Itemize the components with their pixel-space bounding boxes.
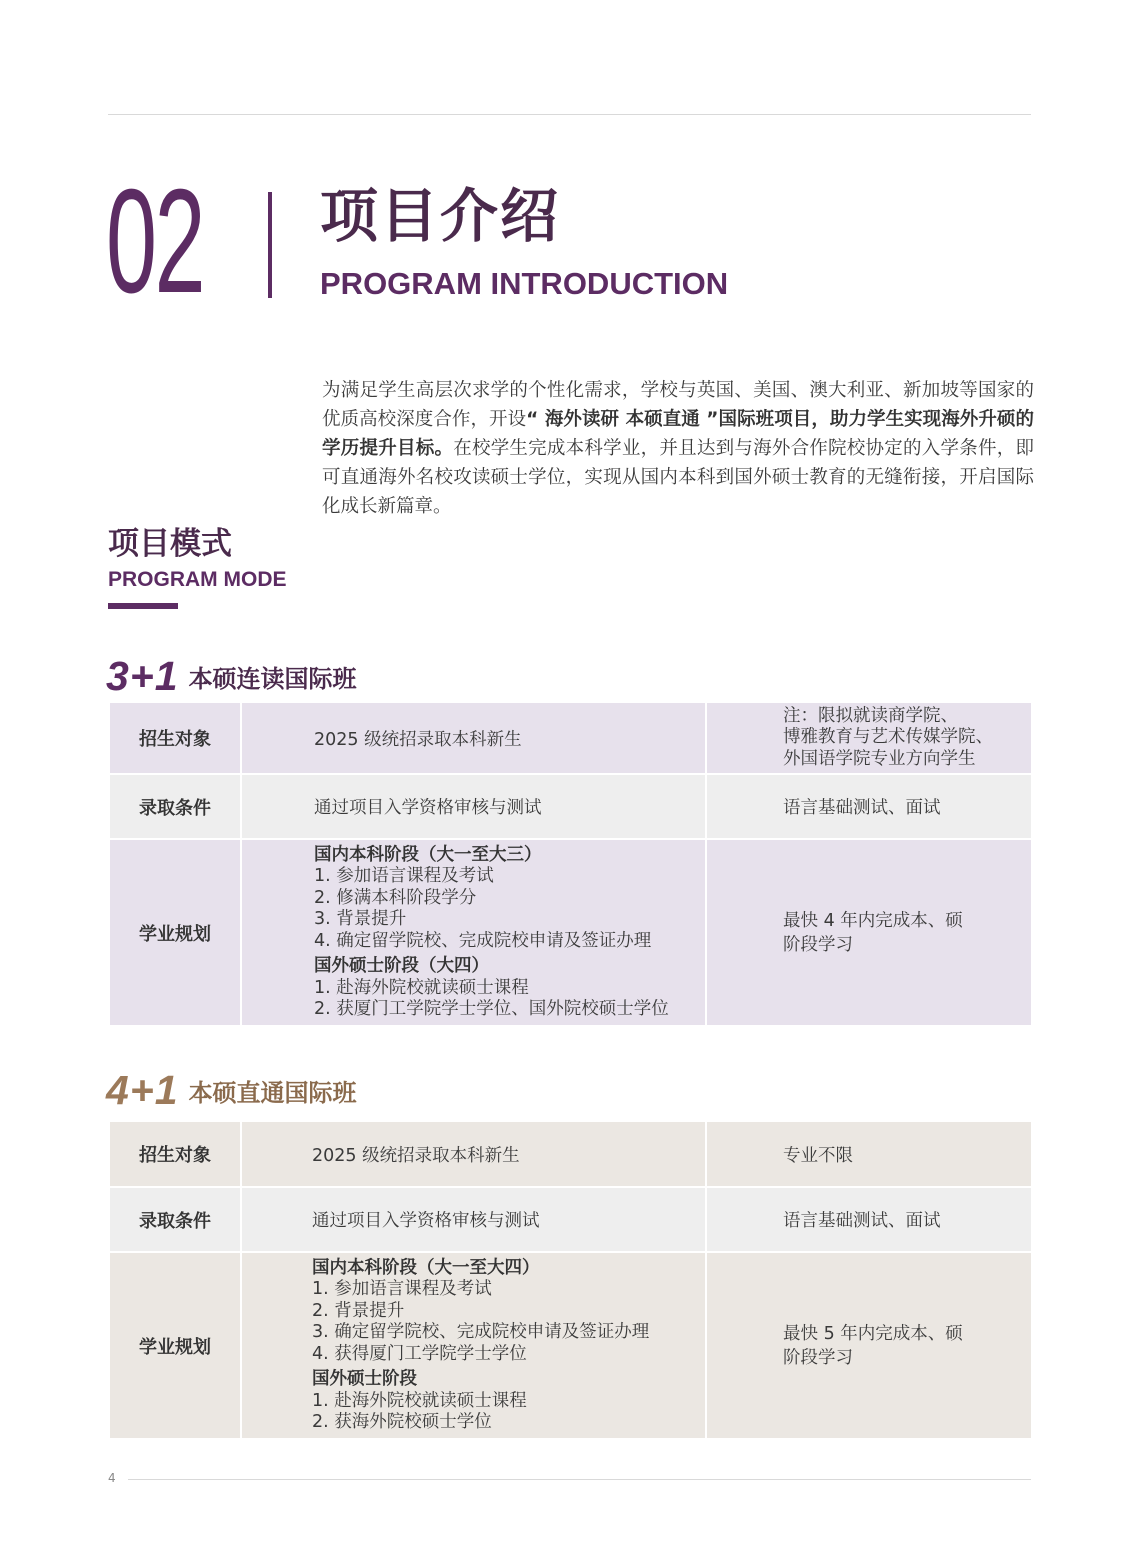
stage-title: 国外硕士阶段 [312, 1369, 417, 1389]
row-value: 2025 级统招录取本科新生 [241, 1121, 706, 1187]
program-heading-3plus1 [106, 652, 357, 700]
stage-title: 国外硕士阶段（大四） [314, 956, 489, 976]
table-row [109, 1187, 1032, 1252]
note-line: 阶段学习 [783, 1347, 853, 1368]
top-divider [108, 114, 1031, 115]
program-title: 本硕连读国际班 [188, 664, 357, 693]
row-note: 专业不限 [706, 1121, 1032, 1187]
program-code: 3+1 [106, 652, 179, 699]
intro-text-1: 为满足学生高层次求学的个性化需求，学校与英国、美国、澳大利亚、新加坡等国家的优质高校深度合作，开设 [322, 380, 1034, 430]
program-code: 4+1 [106, 1066, 179, 1113]
bottom-divider [128, 1479, 1031, 1480]
page-title-english: PROGRAM INTRODUCTION [320, 266, 729, 301]
row-label: 录取条件 [109, 1187, 241, 1252]
program-title: 本硕直通国际班 [188, 1078, 357, 1107]
plan-item: 1. 赴海外院校就读硕士课程 [312, 1390, 527, 1411]
plan-item: 2. 修满本科阶段学分 [314, 887, 477, 908]
row-value: 通过项目入学资格审核与测试 [241, 774, 706, 839]
section-number: 02 [106, 159, 204, 324]
mode-heading: 项目模式 [108, 526, 232, 562]
note-line: 外国语学院专业方向学生 [783, 748, 976, 769]
title-separator [268, 192, 272, 298]
intro-text-bold: “ 海外读研 本硕直通 ”国际班项目，助力学生实现海外升硕的学历提升目标。 [322, 409, 1034, 459]
note-line: 最快 5 年内完成本、硕 [783, 1323, 963, 1344]
table-row [109, 839, 1032, 1026]
program-table-3plus1 [108, 701, 1033, 1027]
row-note [706, 1252, 1032, 1439]
stage-title: 国内本科阶段（大一至大三） [314, 844, 542, 865]
study-plan [241, 839, 706, 1026]
note-line: 阶段学习 [783, 934, 853, 955]
mode-heading-underline [108, 603, 178, 609]
row-value: 2025 级统招录取本科新生 [241, 702, 706, 774]
row-label: 学业规划 [109, 1252, 241, 1439]
plan-item: 1. 赴海外院校就读硕士课程 [314, 977, 529, 998]
study-plan [241, 1252, 706, 1439]
page-number: 4 [108, 1471, 116, 1485]
plan-item: 1. 参加语言课程及考试 [314, 866, 494, 886]
program-table-4plus1 [108, 1120, 1033, 1440]
table-row [109, 1252, 1032, 1439]
row-label: 招生对象 [109, 702, 241, 774]
plan-item: 4. 确定留学院校、完成院校申请及签证办理 [314, 930, 652, 951]
page-title: 项目介绍 [320, 182, 561, 250]
plan-item: 1. 参加语言课程及考试 [312, 1279, 492, 1299]
row-value: 通过项目入学资格审核与测试 [241, 1187, 706, 1252]
row-note [706, 839, 1032, 1026]
note-line: 最快 4 年内完成本、硕 [783, 910, 963, 931]
note-line: 注：限拟就读商学院、 [783, 705, 958, 726]
row-note: 语言基础测试、面试 [706, 774, 1032, 839]
row-note [706, 702, 1032, 774]
plan-item: 2. 背景提升 [312, 1300, 405, 1321]
table-row [109, 1121, 1032, 1187]
note-line: 博雅教育与艺术传媒学院、 [783, 727, 993, 748]
program-heading-4plus1 [106, 1066, 357, 1114]
row-note: 语言基础测试、面试 [706, 1187, 1032, 1252]
row-label: 录取条件 [109, 774, 241, 839]
intro-text-2: 在校学生完成本科学业，并且达到与海外合作院校协定的入学条件，即可直通海外名校攻读硕士学位，实现从国内本科到国外硕士教育的无缝衔接，开启国际化成长新篇章。 [322, 438, 1034, 517]
row-label: 招生对象 [109, 1121, 241, 1187]
intro-paragraph [322, 376, 1034, 521]
table-row [109, 702, 1032, 774]
plan-item: 2. 获厦门工学院学士学位、国外院校硕士学位 [314, 999, 669, 1019]
plan-item: 2. 获海外院校硕士学位 [312, 1412, 492, 1432]
stage-title: 国内本科阶段（大一至大四） [312, 1257, 540, 1278]
table-row [109, 774, 1032, 839]
row-label: 学业规划 [109, 839, 241, 1026]
plan-item: 4. 获得厦门工学院学士学位 [312, 1343, 527, 1364]
plan-item: 3. 确定留学院校、完成院校申请及签证办理 [312, 1322, 650, 1342]
mode-heading-english: PROGRAM MODE [108, 568, 287, 591]
plan-item: 3. 背景提升 [314, 909, 407, 929]
